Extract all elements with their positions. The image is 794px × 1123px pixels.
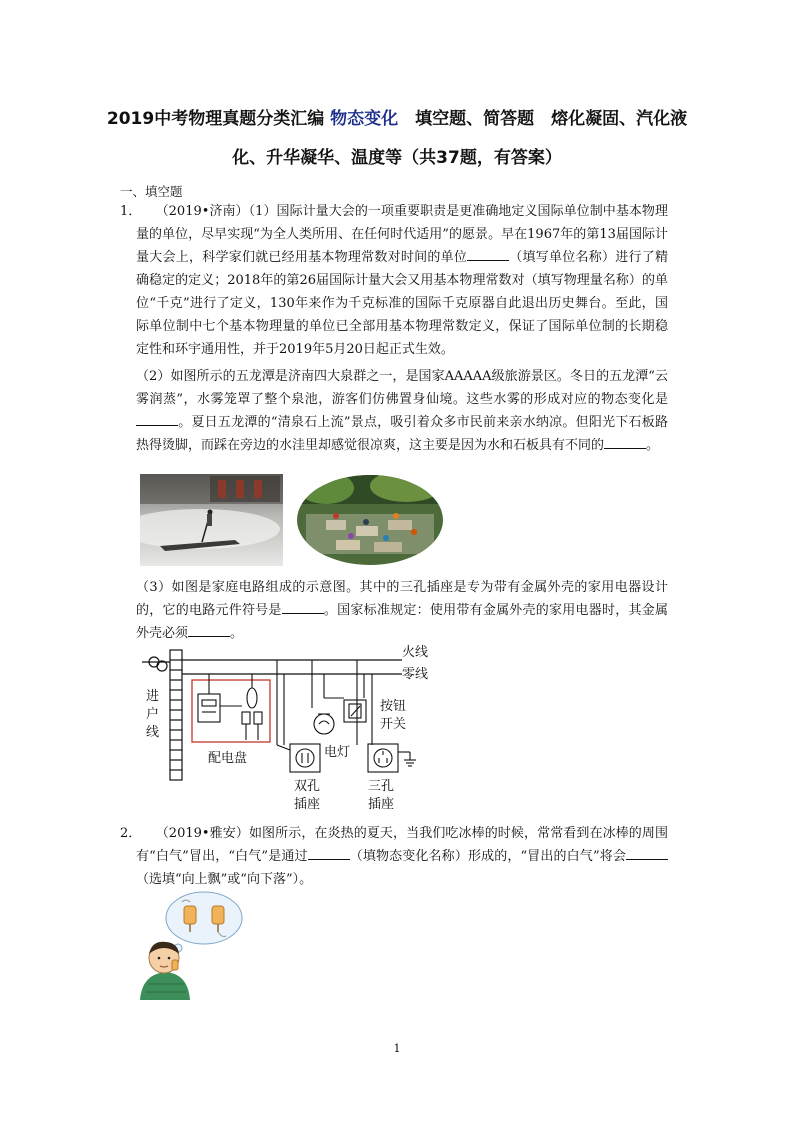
service-line-label-3: 线	[146, 725, 160, 740]
lamp-label: 电灯	[324, 745, 351, 760]
q2-text-b: （填物态变化名称）形成的，“冒出的白气”将会	[349, 849, 626, 864]
q2-text-a: （2019•雅安）如图所示，在炎热的夏天，当我们吃冰棒的时候，常常看到在冰棒的周围有“白气”冒出，“白气”是通过	[136, 826, 668, 864]
q1-p3-text-b: 。国家标准规定：使用带有金属外壳的家用电器时，其金属外壳必须	[136, 603, 668, 641]
question-1-part-3	[136, 576, 668, 645]
question-2-number: 2．	[120, 826, 142, 841]
page-number: 1	[393, 1042, 401, 1055]
fire-line-label: 火线	[402, 645, 429, 660]
title-highlight: 物态变化	[330, 109, 399, 129]
q2-text-c: （选填“向上飘”或“向下落”）。	[136, 872, 313, 887]
two-hole-socket-label-1: 双孔	[294, 779, 321, 794]
answer-blank	[626, 846, 668, 860]
section-heading: 一、填空题	[120, 184, 183, 199]
zero-line-label: 零线	[402, 667, 429, 682]
q1-p1-text-a: （2019•济南）（1）国际计量大会的一项重要职责是更准确地定义国际单位制中基本物理量的单位，尽早实现“为全人类所用、在任何时代适用”的愿景。早在1967年的第13届国际计量大会上，科学家们就已经用基本物理常数对时间的单位	[136, 204, 668, 265]
answer-blank	[308, 846, 350, 860]
household-circuit-diagram	[132, 640, 437, 820]
question-1-part-1	[136, 200, 668, 361]
title-prefix: 2019中考物理真题分类汇编	[106, 109, 331, 129]
button-switch-label-1: 按钮	[380, 699, 407, 714]
three-hole-socket-label-1: 三孔	[368, 779, 395, 794]
service-line-label-2: 户	[146, 707, 160, 722]
answer-blank	[136, 412, 178, 426]
answer-blank	[467, 247, 509, 261]
three-hole-socket-label-2: 插座	[368, 797, 395, 812]
answer-blank	[282, 600, 324, 614]
q1-p2-text-c: 。	[646, 438, 660, 453]
foggy-spring-photo	[140, 474, 283, 566]
q1-p3-text-a: （3）如图是家庭电路组成的示意图。其中的三孔插座是专为带有金属外壳的家用电器设计的，它的电路元件符号是	[136, 580, 668, 618]
question-2-text	[136, 822, 668, 891]
distribution-panel-label: 配电盘	[208, 751, 248, 766]
answer-blank	[604, 435, 646, 449]
answer-blank	[188, 623, 230, 637]
boy-ice-pop-cartoon	[138, 888, 246, 1000]
title-suffix: 填空题、简答题 熔化凝固、汽化液	[398, 109, 688, 129]
spring-visitors-photo	[296, 474, 444, 566]
q1-p3-text-c: 。	[230, 626, 244, 641]
document-title-line-1	[90, 108, 704, 130]
document-title-line-2: 化、升华凝华、温度等（共37题，有答案）	[232, 148, 562, 168]
q1-p2-text-a: （2）如图所示的五龙潭是济南四大泉群之一，是国家AAAAA级旅游景区。冬日的五龙潭“云雾润蒸”，水雾笼罩了整个泉池，游客们仿佛置身仙境。这些水雾的形成对应的物态变化是	[136, 369, 668, 407]
question-1-part-2	[136, 365, 668, 457]
q1-p2-text-b: 。夏日五龙潭的“清泉石上流”景点，吸引着众多市民前来亲水纳凉。但阳光下石板路热得烫脚，而踩在旁边的水洼里却感觉很凉爽，这主要是因为水和石板具有不同的	[136, 415, 668, 453]
button-switch-label-2: 开关	[380, 717, 407, 732]
question-1-number: 1．	[120, 204, 142, 219]
q1-p1-text-b: （填写单位名称）进行了精确稳定的定义；2018年的第26届国际计量大会又用基本物理常数对（填写物理量名称）的单位“千克”进行了定义，130年来作为千克标准的国际千克原器自此退出历史舞台。至此，国际单位制中七个基本物理量的单位已全部用基本物理常数定义，保证了国际单位制的长期稳定性和环宇通用性，并于2019年5月20日起正式生效。	[136, 250, 668, 357]
two-hole-socket-label-2: 插座	[294, 797, 321, 812]
service-line-label-1: 进	[146, 689, 160, 704]
